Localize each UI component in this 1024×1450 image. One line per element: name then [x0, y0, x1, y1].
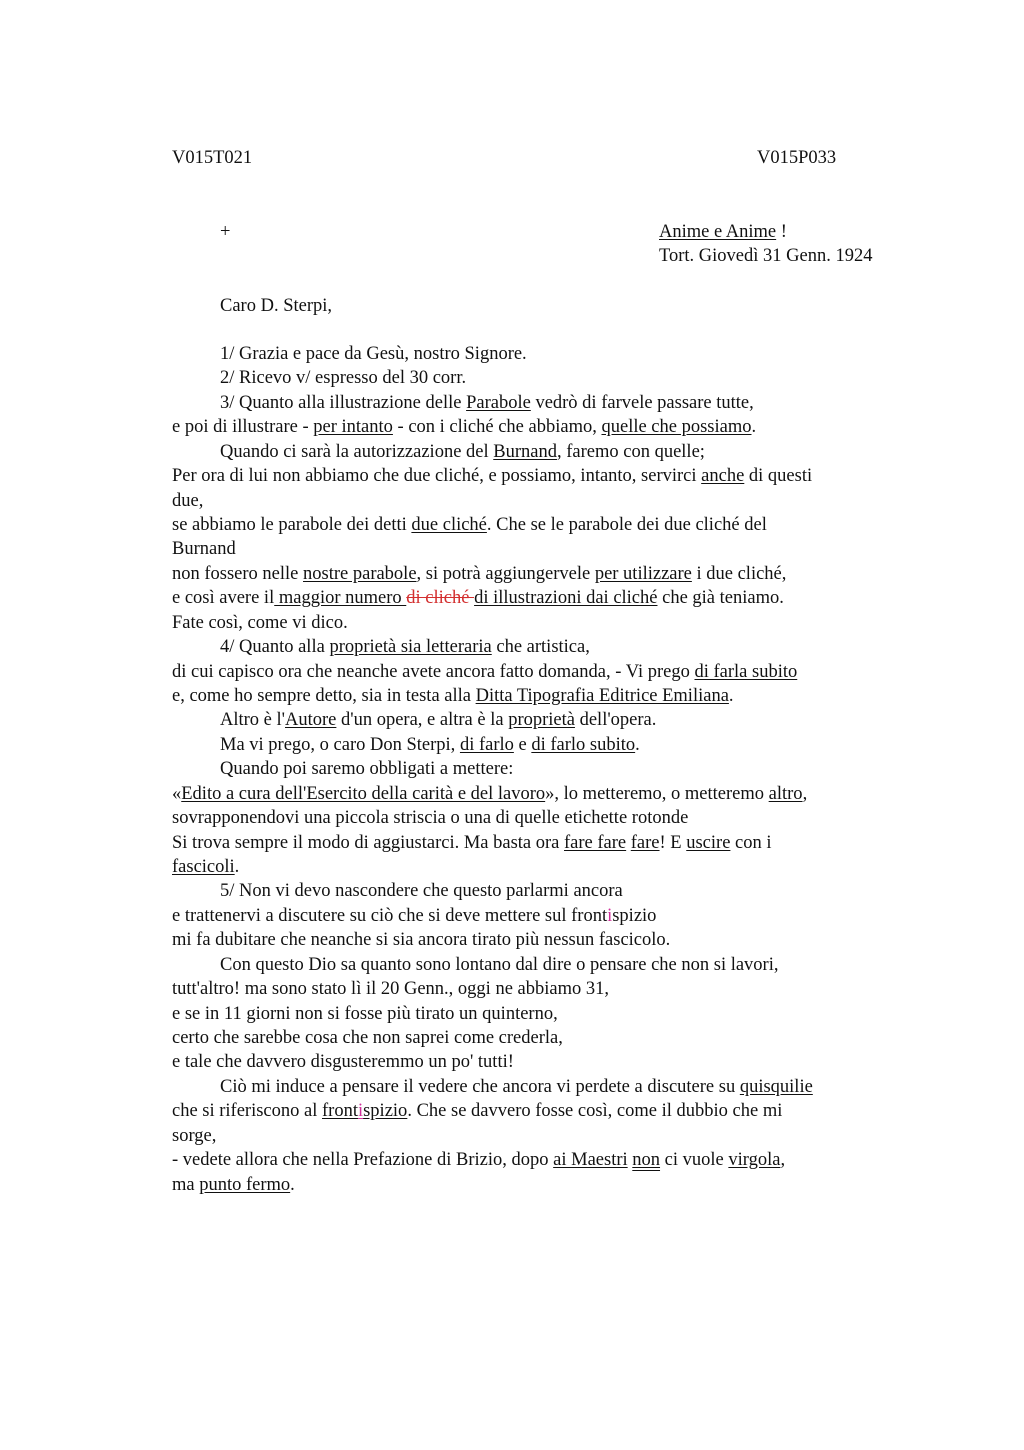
body-line: mi fa dubitare che neanche si sia ancora tirato più nessun fascicolo.: [172, 930, 671, 950]
salutation: Caro D. Sterpi,: [220, 296, 333, 316]
body-line: Quando poi saremo obbligati a mettere:: [220, 759, 514, 779]
body-line: - vedete allora che nella Prefazione di Brizio, dopo ai Maestri non ci vuole virgola,: [172, 1150, 786, 1170]
body-line: fascicoli.: [172, 857, 240, 877]
body-line: e, come ho sempre detto, sia in testa alla Ditta Tipografia Editrice Emiliana.: [172, 686, 734, 706]
body-line: Con questo Dio sa quanto sono lontano dal dire o pensare che non si lavori,: [220, 955, 779, 975]
body-line: tutt'altro! ma sono stato lì il 20 Genn., oggi ne abbiamo 31,: [172, 979, 609, 999]
body-line: Ciò mi induce a pensare il vedere che ancora vi perdete a discutere su quisquilie: [220, 1077, 813, 1097]
body-line: 5/ Non vi devo nascondere che questo parlarmi ancora: [220, 881, 623, 901]
body-line: Ma vi prego, o caro Don Sterpi, di farlo e di farlo subito.: [220, 735, 640, 755]
letter-title: Anime e Anime !: [659, 222, 787, 242]
body-line: sovrapponendovi una piccola striscia o una di quelle etichette rotonde: [172, 808, 689, 828]
body-line: se abbiamo le parabole dei detti due cliché. Che se le parabole dei due cliché del: [172, 515, 767, 535]
body-line: Burnand: [172, 539, 236, 559]
deleted-text: di cliché: [406, 588, 475, 608]
body-line: Si trova sempre il modo di aggiustarci. Ma basta ora fare fare fare! E uscire con i: [172, 833, 772, 853]
body-line: 4/ Quanto alla proprietà sia letteraria che artistica,: [220, 637, 590, 657]
body-line: e se in 11 giorni non si fosse più tirato un quinterno,: [172, 1004, 558, 1024]
body-line: e trattenervi a discutere su ciò che si deve mettere sul frontispizio: [172, 906, 657, 926]
body-line: 3/ Quanto alla illustrazione delle Parabole vedrò di farvele passare tutte,: [220, 393, 754, 413]
cross-mark: +: [220, 222, 231, 242]
body-line: Quando ci sarà la autorizzazione del Burnand, faremo con quelle;: [220, 442, 705, 462]
body-line: ma punto fermo.: [172, 1175, 295, 1195]
body-line: di cui capisco ora che neanche avete ancora fatto domanda, - Vi prego di farla subito: [172, 662, 798, 682]
body-line: che si riferiscono al frontispizio. Che se davvero fosse così, come il dubbio che mi: [172, 1101, 783, 1121]
title-text: Anime e Anime: [659, 222, 777, 242]
body-line: 1/ Grazia e pace da Gesù, nostro Signore.: [220, 344, 527, 364]
document-code-right: V015P033: [757, 148, 837, 168]
body-line: Altro è l'Autore d'un opera, e altra è la proprietà dell'opera.: [220, 710, 657, 730]
document-code-left: V015T021: [172, 148, 253, 168]
body-line: e poi di illustrare - per intanto - con i cliché che abbiamo, quelle che possiamo.: [172, 417, 757, 437]
body-line: «Edito a cura dell'Esercito della carità e del lavoro», lo metteremo, o metteremo altro,: [172, 784, 808, 804]
body-line: 2/ Ricevo v/ espresso del 30 corr.: [220, 368, 467, 388]
body-line: due,: [172, 491, 204, 511]
place-date: Tort. Giovedì 31 Genn. 1924: [659, 246, 873, 266]
body-line: e tale che davvero disgusteremmo un po' tutti!: [172, 1052, 514, 1072]
body-line: non fossero nelle nostre parabole, si potrà aggiungervele per utilizzare i due cliché,: [172, 564, 787, 584]
body-line: e così avere il maggior numero di cliché di illustrazioni dai cliché che già teniamo.: [172, 588, 784, 608]
body-line: Fate così, come vi dico.: [172, 613, 348, 633]
body-line: Per ora di lui non abbiamo che due cliché, e possiamo, intanto, servirci anche di questi: [172, 466, 813, 486]
body-line: sorge,: [172, 1126, 217, 1146]
body-line: certo che sarebbe cosa che non saprei come crederla,: [172, 1028, 563, 1048]
